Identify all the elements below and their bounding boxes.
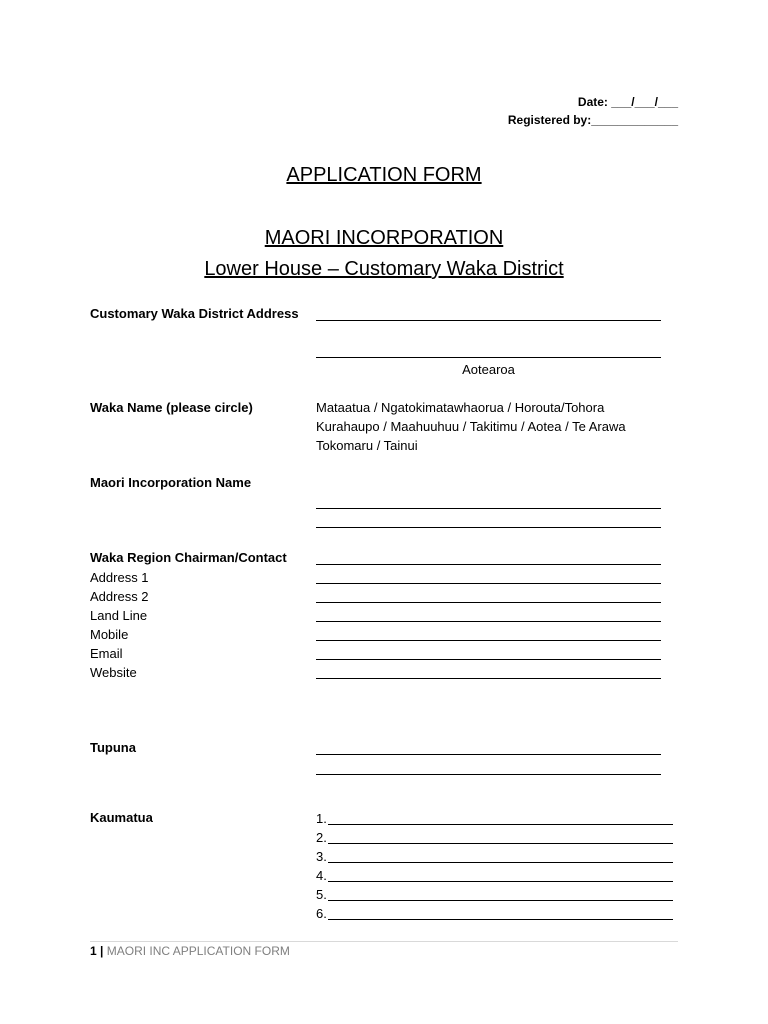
waka-option-line-3[interactable]: Tokomaru / Tainui [316, 438, 418, 453]
page-footer [90, 944, 290, 958]
district-title: Lower House – Customary Waka District [204, 258, 564, 280]
address-line-1[interactable] [316, 320, 661, 321]
email-label: Email [90, 646, 123, 661]
tupuna-line-1[interactable] [316, 754, 661, 755]
website-label: Website [90, 665, 137, 680]
tupuna-line-2[interactable] [316, 774, 661, 775]
address1-line[interactable] [316, 583, 661, 584]
landline-line[interactable] [316, 621, 661, 622]
chairman-line[interactable] [316, 564, 661, 565]
kaumatua-number: 5. [316, 887, 327, 902]
kaumatua-number: 3. [316, 849, 327, 864]
email-line[interactable] [316, 659, 661, 660]
incorporation-name-label: Maori Incorporation Name [90, 475, 252, 490]
address2-label: Address 2 [90, 589, 149, 604]
kaumatua-number: 1. [316, 811, 327, 826]
kaumatua-line-6[interactable] [328, 919, 673, 920]
waka-option-line-1[interactable]: Mataatua / Ngatokimatawhaorua / Horouta/Tohora [316, 400, 605, 415]
kaumatua-line-2[interactable] [328, 843, 673, 844]
registered-by-field[interactable]: Registered by:_____________ [507, 113, 678, 127]
mobile-label: Mobile [90, 627, 129, 642]
waka-option-line-2[interactable]: Kurahaupo / Maahuuhuu / Takitimu / Aotea / Te Arawa [316, 419, 626, 434]
footer-text: MAORI INC APPLICATION FORM [106, 944, 290, 958]
address1-label: Address 1 [90, 570, 149, 585]
mobile-line[interactable] [316, 640, 661, 641]
date-field[interactable]: Date: ___/___/___ [577, 95, 678, 109]
kaumatua-number: 2. [316, 830, 327, 845]
incorporation-line-2[interactable] [316, 527, 661, 528]
website-line[interactable] [316, 678, 661, 679]
kaumatua-line-1[interactable] [328, 824, 673, 825]
page-title: APPLICATION FORM [286, 164, 482, 186]
waka-name-label: Waka Name (please circle) [90, 400, 253, 415]
address-line-2[interactable] [316, 357, 661, 358]
incorporation-line-1[interactable] [316, 508, 661, 509]
footer-divider [90, 941, 678, 942]
kaumatua-line-3[interactable] [328, 862, 673, 863]
kaumatua-line-4[interactable] [328, 881, 673, 882]
landline-label: Land Line [90, 608, 148, 623]
kaumatua-label: Kaumatua [90, 810, 153, 825]
page-number: 1 [90, 944, 97, 958]
kaumatua-line-5[interactable] [328, 900, 673, 901]
address-label: Customary Waka District Address [90, 306, 299, 321]
kaumatua-number: 6. [316, 906, 327, 921]
country-text: Aotearoa [462, 362, 515, 377]
org-title: MAORI INCORPORATION [264, 227, 504, 249]
chairman-label: Waka Region Chairman/Contact [90, 550, 287, 565]
tupuna-label: Tupuna [90, 740, 136, 755]
footer-separator: | [100, 944, 104, 958]
kaumatua-number: 4. [316, 868, 327, 883]
address2-line[interactable] [316, 602, 661, 603]
